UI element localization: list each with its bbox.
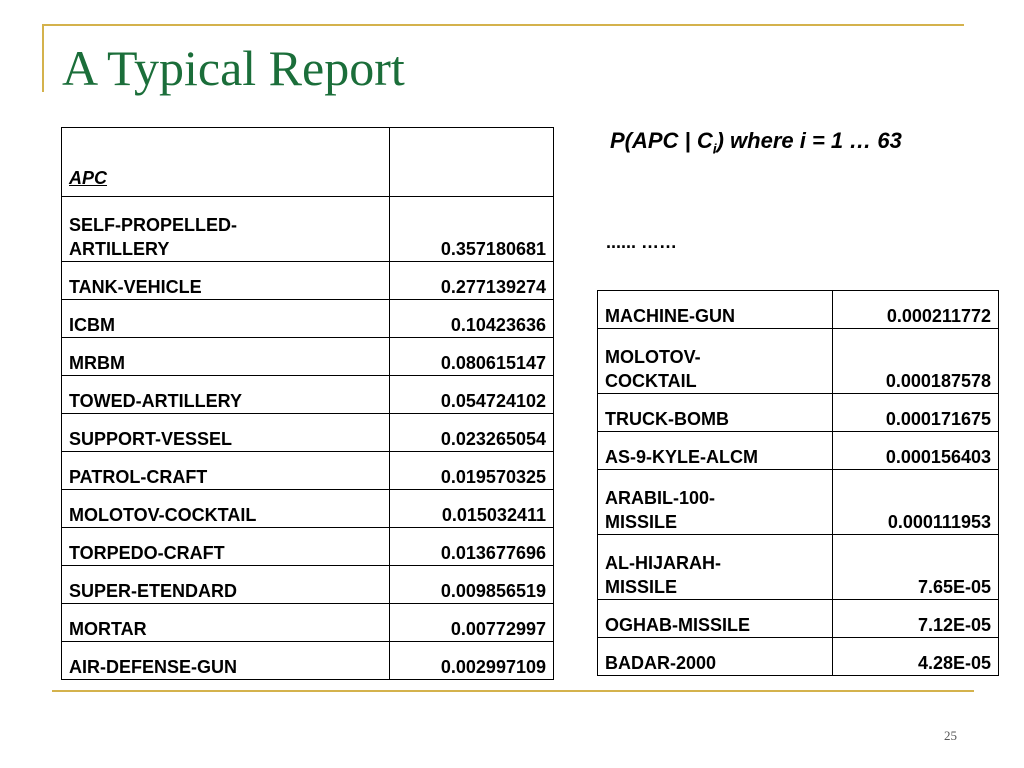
row-name: BADAR-2000 xyxy=(598,638,833,676)
page-number: 25 xyxy=(944,728,957,743)
row-name: MOLOTOV- COCKTAIL xyxy=(598,329,833,394)
table-row xyxy=(62,262,554,300)
row-name: MRBM xyxy=(62,338,390,376)
row-value: 0.10423636 xyxy=(390,300,554,338)
row-name: TANK-VEHICLE xyxy=(62,262,390,300)
row-name: TOWED-ARTILLERY xyxy=(62,376,390,414)
table-row xyxy=(62,490,554,528)
table-row xyxy=(62,376,554,414)
row-value: 0.277139274 xyxy=(390,262,554,300)
row-name: TRUCK-BOMB xyxy=(598,394,833,432)
row-value: 0.000211772 xyxy=(833,291,999,329)
formula-suffix: ) where i = 1 … 63 xyxy=(716,128,902,153)
row-value: 0.013677696 xyxy=(390,528,554,566)
row-name: SUPER-ETENDARD xyxy=(62,566,390,604)
slide-title: A Typical Report xyxy=(62,40,405,96)
table-row xyxy=(598,535,999,600)
row-value: 0.054724102 xyxy=(390,376,554,414)
table-row xyxy=(62,642,554,680)
row-value: 0.00772997 xyxy=(390,604,554,642)
row-name: MOLOTOV-COCKTAIL xyxy=(62,490,390,528)
row-name: PATROL-CRAFT xyxy=(62,452,390,490)
table-row xyxy=(598,638,999,676)
row-name: SELF-PROPELLED- ARTILLERY xyxy=(62,197,390,262)
table-row xyxy=(62,300,554,338)
table-row xyxy=(598,600,999,638)
row-value: 0.080615147 xyxy=(390,338,554,376)
table-row xyxy=(62,566,554,604)
row-value: 0.009856519 xyxy=(390,566,554,604)
table-row xyxy=(62,452,554,490)
row-value: 0.023265054 xyxy=(390,414,554,452)
frame-top-rule xyxy=(42,24,964,26)
row-value: 7.12E-05 xyxy=(833,600,999,638)
row-value: 0.000171675 xyxy=(833,394,999,432)
row-value: 4.28E-05 xyxy=(833,638,999,676)
apc-probability-table-left xyxy=(61,127,554,680)
row-value: 0.019570325 xyxy=(390,452,554,490)
table-header-row xyxy=(62,128,554,197)
row-value: 7.65E-05 xyxy=(833,535,999,600)
row-value: 0.000156403 xyxy=(833,432,999,470)
row-value: 0.357180681 xyxy=(390,197,554,262)
table-row xyxy=(598,432,999,470)
bottom-rule xyxy=(52,690,974,692)
row-name: ICBM xyxy=(62,300,390,338)
table-row xyxy=(62,414,554,452)
table-row xyxy=(62,338,554,376)
table-row xyxy=(62,528,554,566)
row-name: OGHAB-MISSILE xyxy=(598,600,833,638)
table-row xyxy=(598,329,999,394)
header-apc: APC xyxy=(62,128,390,197)
row-name: SUPPORT-VESSEL xyxy=(62,414,390,452)
row-name: AL-HIJARAH- MISSILE xyxy=(598,535,833,600)
row-value: 0.015032411 xyxy=(390,490,554,528)
table-row xyxy=(62,604,554,642)
table-row xyxy=(598,470,999,535)
row-value: 0.000111953 xyxy=(833,470,999,535)
apc-probability-table-right xyxy=(597,290,999,676)
row-name: MORTAR xyxy=(62,604,390,642)
table-row xyxy=(598,394,999,432)
formula-prefix: P(APC | C xyxy=(610,128,713,153)
row-name: TORPEDO-CRAFT xyxy=(62,528,390,566)
row-name: AIR-DEFENSE-GUN xyxy=(62,642,390,680)
row-name: MACHINE-GUN xyxy=(598,291,833,329)
row-value: 0.000187578 xyxy=(833,329,999,394)
frame-left-rule xyxy=(42,24,44,92)
probability-formula xyxy=(610,128,902,156)
row-name: AS-9-KYLE-ALCM xyxy=(598,432,833,470)
continuation-ellipsis: ...... …… xyxy=(606,232,678,252)
row-value: 0.002997109 xyxy=(390,642,554,680)
table-row xyxy=(62,197,554,262)
row-name: ARABIL-100- MISSILE xyxy=(598,470,833,535)
header-value-empty xyxy=(390,128,554,197)
table-row xyxy=(598,291,999,329)
formula-subscript: i xyxy=(712,140,717,157)
